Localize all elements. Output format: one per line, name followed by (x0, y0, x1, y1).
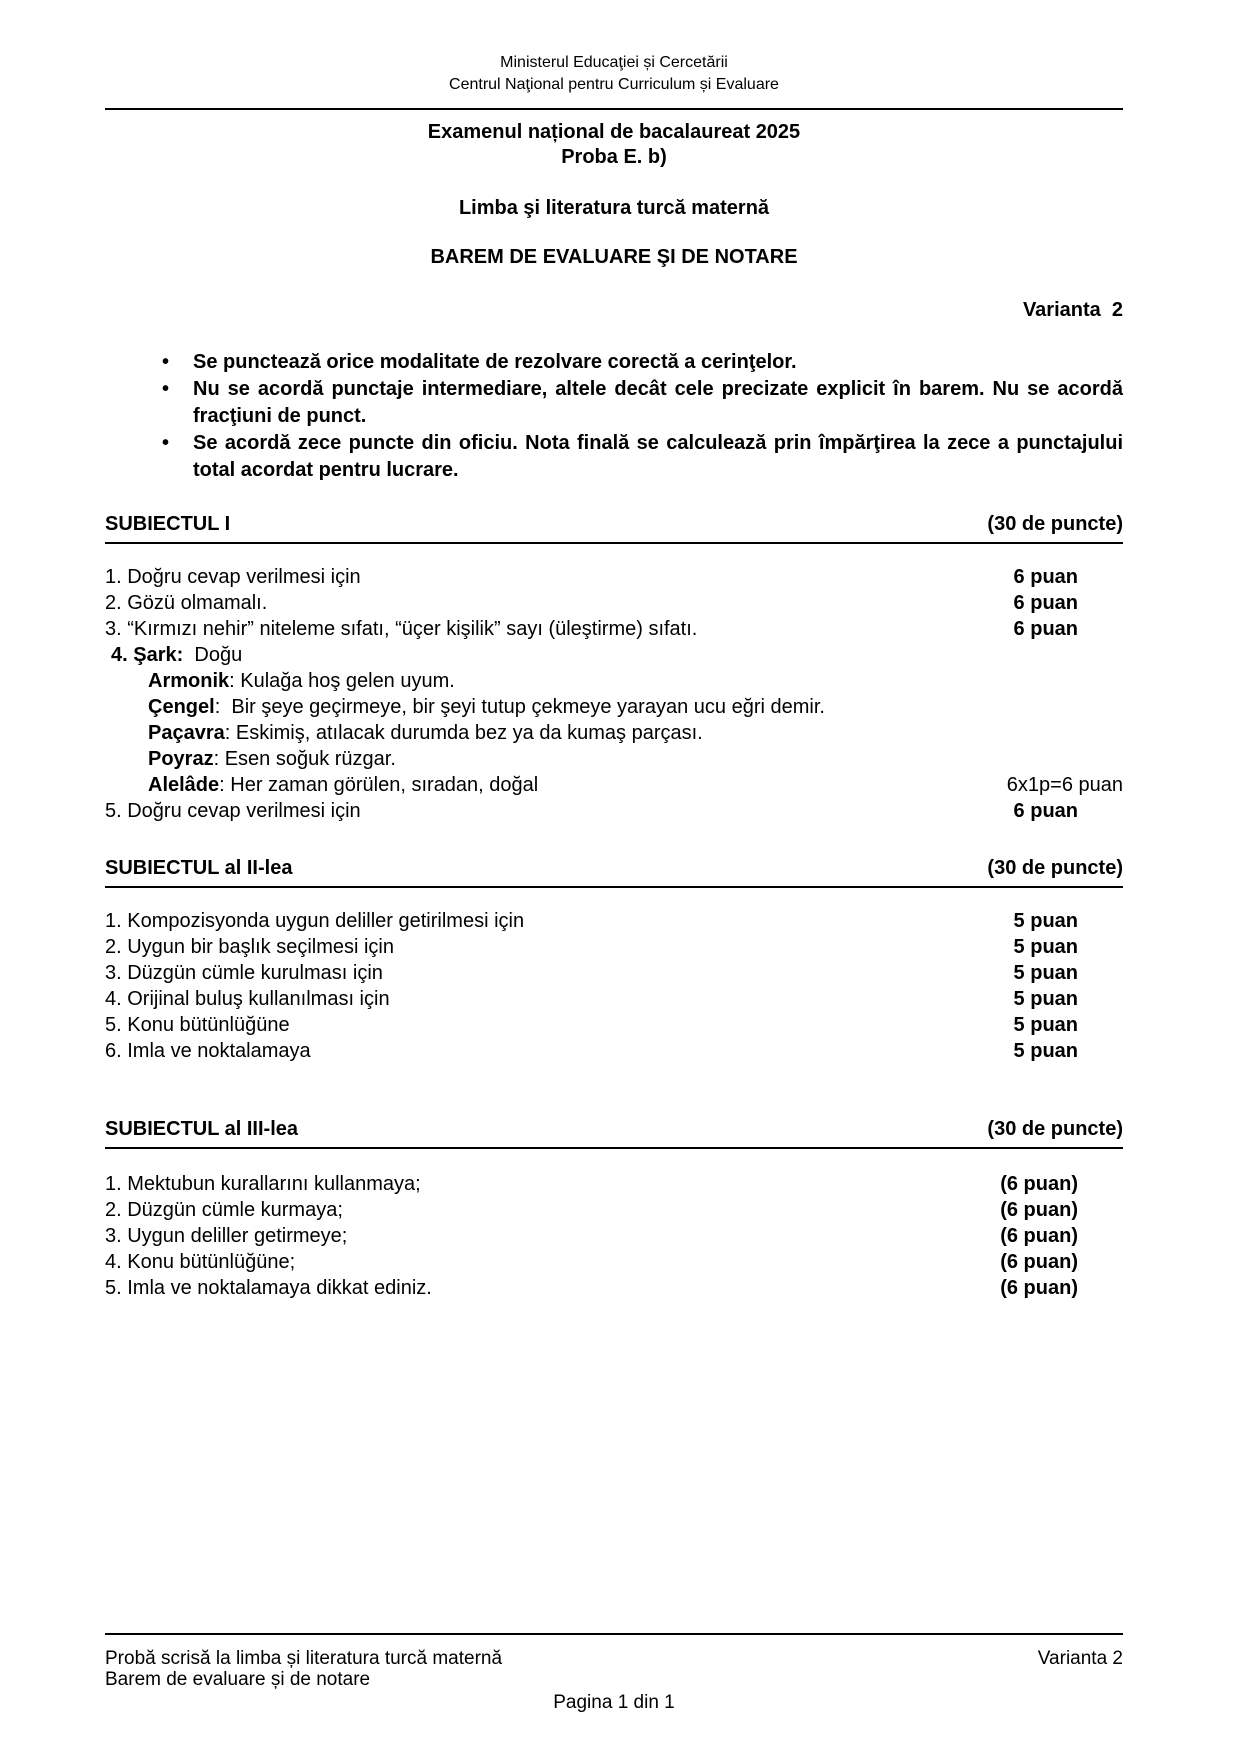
item-points: 5 puan (1013, 1014, 1078, 1036)
definition-text: : Kulağa hoş gelen uyum. (229, 670, 455, 692)
list-item (105, 1012, 1123, 1038)
section-2-title: SUBIECTUL al II-lea (105, 857, 293, 879)
definition-term: Alelâde (148, 774, 220, 796)
list-item (105, 1038, 1123, 1064)
definition-row (105, 668, 1123, 694)
bullet-icon: • (162, 378, 170, 400)
ministry-name: Ministerul Educaţiei și Cercetării (500, 54, 728, 71)
header-divider (105, 108, 1123, 110)
points-formula: 6x1p= (1006, 774, 1062, 796)
item-points: 6 puan (1013, 592, 1078, 614)
definition-text: : Esen soğuk rüzgar. (213, 748, 396, 770)
item-number: 4. (111, 644, 134, 666)
section-3-header (105, 1117, 1123, 1149)
item-points: 5 puan (1013, 936, 1078, 958)
definition-text: : Her zaman görülen, sıradan, doğal (219, 774, 539, 796)
definition-text: : Eskimiş, atılacak durumda bez ya da kumaş parçası. (224, 722, 703, 744)
section-1-title: SUBIECTUL I (105, 513, 231, 535)
list-item (105, 616, 1123, 642)
proba-label: Proba E. b) (561, 146, 667, 168)
definition-term: Paçavra (148, 722, 225, 744)
definition-row (105, 772, 1123, 798)
definition-term: Poyraz (148, 748, 214, 770)
item-points: 6 puan (1013, 800, 1078, 822)
item-text: 1. Doğru cevap verilmesi için (105, 566, 361, 588)
list-item (105, 642, 1123, 668)
item-points (1007, 772, 1123, 798)
item-points: (6 puan) (1000, 1277, 1078, 1299)
footer-doc-name: Barem de evaluare și de notare (105, 1669, 371, 1690)
item-text: 1. Mektubun kurallarını kullanmaya; (105, 1173, 421, 1195)
item-text: 4. Konu bütünlüğüne; (105, 1251, 296, 1273)
note-item (105, 430, 1123, 484)
item-text: 2. Uygun bir başlık seçilmesi için (105, 936, 394, 958)
exam-title-block (105, 120, 1123, 170)
item-points: 5 puan (1013, 988, 1078, 1010)
section-1-items (105, 564, 1123, 824)
definition-row (105, 746, 1123, 772)
list-item (105, 564, 1123, 590)
footer-exam-name: Probă scrisă la limba și literatura turcă maternă (105, 1648, 503, 1669)
footer-row (105, 1648, 1123, 1690)
list-item (105, 1223, 1123, 1249)
list-item (105, 1275, 1123, 1301)
item-points: 5 puan (1013, 1040, 1078, 1062)
section-2-points: (30 de puncte) (987, 857, 1123, 879)
section-1-header (105, 512, 1123, 544)
footer-left (105, 1648, 502, 1690)
item-text: 2. Gözü olmamalı. (105, 592, 268, 614)
definition-text: Doğu (183, 644, 243, 666)
center-name: Centrul Naţional pentru Curriculum și Evaluare (449, 76, 779, 93)
section-3-title: SUBIECTUL al III-lea (105, 1118, 299, 1140)
item-points: (6 puan) (1000, 1199, 1078, 1221)
item-points: (6 puan) (1000, 1251, 1078, 1273)
section-2-header (105, 856, 1123, 888)
note-text: Se punctează orice modalitate de rezolvare corectă a cerinţelor. (193, 351, 797, 373)
section-3-points: (30 de puncte) (987, 1118, 1123, 1140)
item-text: 3. Düzgün cümle kurulması için (105, 962, 383, 984)
variant-label: Varianta 2 (1022, 299, 1123, 321)
note-item (105, 349, 1123, 376)
subject-title: Limba şi literatura turcă maternă (458, 197, 770, 219)
definition-row (105, 694, 1123, 720)
definition-term: Armonik (148, 670, 230, 692)
list-item (105, 986, 1123, 1012)
item-points: (6 puan) (1000, 1173, 1078, 1195)
item-text: 6. Imla ve noktalamaya (105, 1040, 311, 1062)
item-points: 5 puan (1013, 910, 1078, 932)
list-item (105, 798, 1123, 824)
item-text: 3. “Kırmızı nehir” niteleme sıfatı, “üçer kişilik” sayı (üleştirme) sıfatı. (105, 618, 698, 640)
list-item (105, 908, 1123, 934)
definition-term: Çengel (148, 696, 215, 718)
item-points: 5 puan (1013, 962, 1078, 984)
exam-title: Examenul național de bacalaureat 2025 (427, 121, 801, 143)
item-text: 5. Doğru cevap verilmesi için (105, 800, 361, 822)
barem-title: BAREM DE EVALUARE ŞI DE NOTARE (430, 246, 798, 268)
list-item (105, 1249, 1123, 1275)
item-text: 2. Düzgün cümle kurmaya; (105, 1199, 343, 1221)
section-2-items (105, 908, 1123, 1064)
item-text: 3. Uygun deliller getirmeye; (105, 1225, 348, 1247)
footer-variant: Varianta 2 (1037, 1648, 1123, 1669)
bullet-icon: • (162, 432, 170, 454)
list-item (105, 1171, 1123, 1197)
list-item (105, 934, 1123, 960)
bullet-icon: • (162, 351, 170, 373)
definition-left (105, 772, 538, 798)
grading-notes (105, 349, 1123, 484)
definition-text: : Bir şeye geçirmeye, bir şeyi tutup çekmeye yarayan ucu eğri demir. (214, 696, 825, 718)
note-text: Se acordă zece puncte din oficiu. Nota finală se calculează prin împărţirea la zece a punctajului total acordat pentru lucrare. (193, 432, 1123, 481)
page-number: Pagina 1 din 1 (553, 1692, 675, 1713)
item-points: (6 puan) (1000, 1225, 1078, 1247)
item-points: 6 puan (1013, 566, 1078, 588)
page-footer (105, 1633, 1123, 1713)
note-text: Nu se acordă punctaje intermediare, altele decât cele precizate explicit în barem. Nu se acordă fracţiuni de punct. (193, 378, 1123, 427)
note-item (105, 376, 1123, 430)
item-text: 4. Orijinal buluş kullanılması için (105, 988, 390, 1010)
definition-row (105, 720, 1123, 746)
section-3-items (105, 1171, 1123, 1301)
item-text: 5. Imla ve noktalamaya dikkat ediniz. (105, 1277, 432, 1299)
definition-term: Şark: (133, 644, 184, 666)
item-text: 1. Kompozisyonda uygun deliller getirilmesi için (105, 910, 525, 932)
list-item (105, 960, 1123, 986)
item-text: 5. Konu bütünlüğüne (105, 1014, 290, 1036)
list-item (105, 1197, 1123, 1223)
item-points: 6 puan (1013, 618, 1078, 640)
points-value: 6 puan (1061, 774, 1123, 796)
list-item (105, 590, 1123, 616)
section-1-points: (30 de puncte) (987, 513, 1123, 535)
